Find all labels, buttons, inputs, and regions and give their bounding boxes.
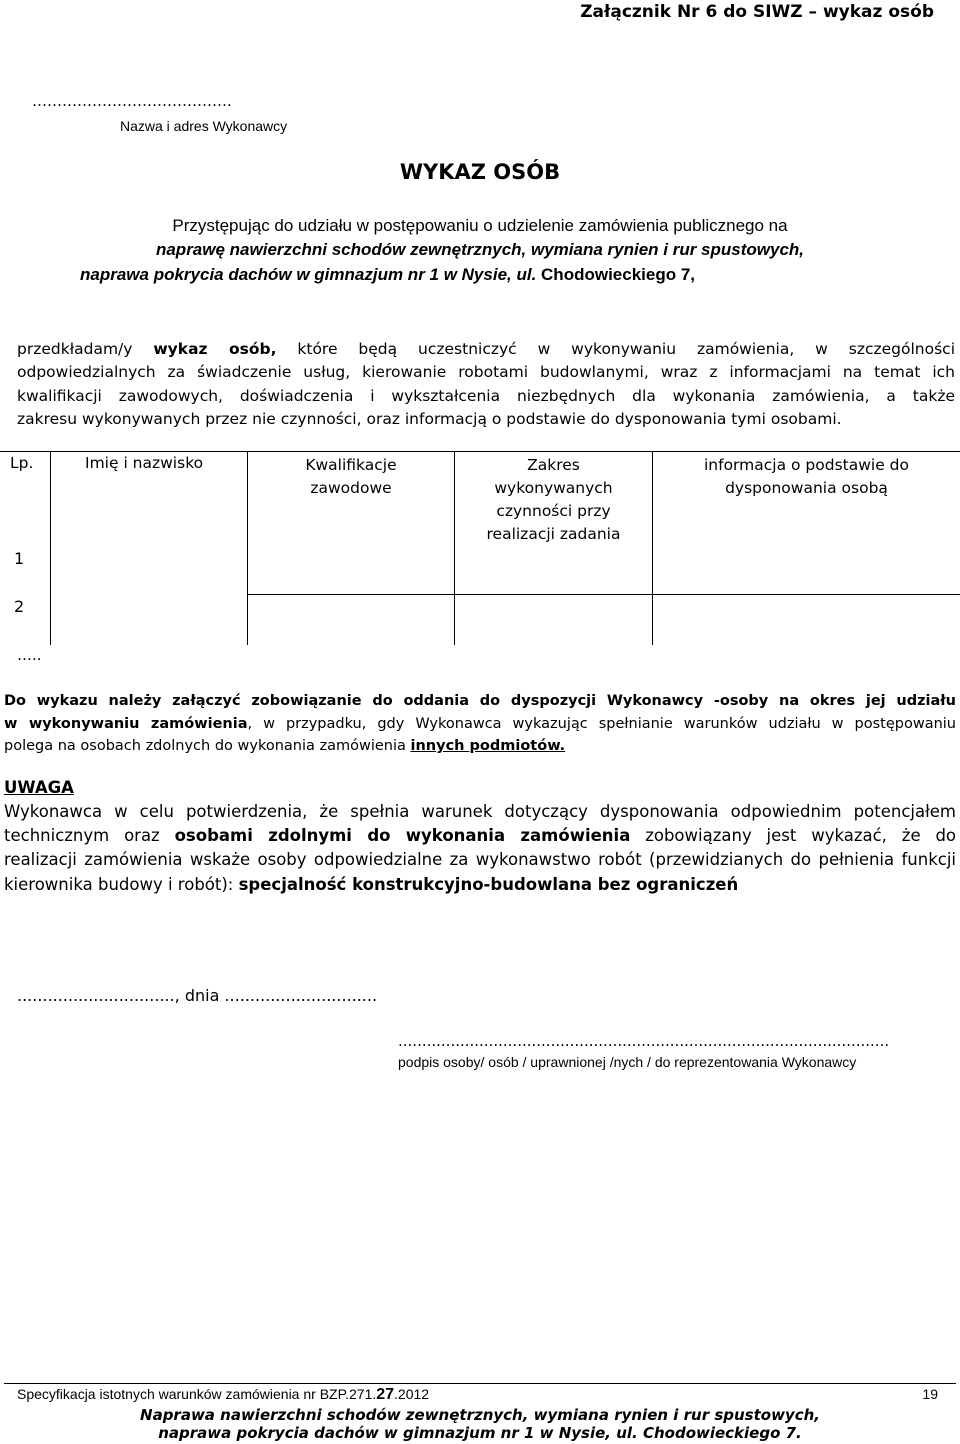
intro-line-3-italic: naprawa pokrycia dachów w gimnazjum nr 1 w Nysie, ul. [80, 265, 537, 284]
paragraph-text: które będą uczestniczyć w wykonywaniu zamówienia, w szczególności [297, 340, 956, 358]
paragraph-line-2: odpowiedzialnych za świadczenie usług, kierowanie robotami budowlanymi, wraz z informacjami na temat ich [17, 363, 955, 382]
page-number: 19 [922, 1386, 938, 1402]
warning-body [4, 800, 956, 897]
document-title: WYKAZ OSÓB [399, 160, 561, 184]
table-continuation: ….. [17, 646, 42, 664]
table-divider [50, 451, 51, 645]
footer-divider [4, 1383, 956, 1384]
intro-line-2: naprawę nawierzchni schodów zewnętrznych, wymiana rynien i rur spustowych, [155, 240, 805, 259]
table-divider [0, 451, 960, 452]
footer-line-1: Naprawa nawierzchni schodów zewnętrznych, wymiana rynien i rur spustowych, [140, 1406, 820, 1424]
intro-line-3 [80, 265, 695, 285]
signature-caption: podpis osoby/ osób / uprawnionej /nych / do reprezentowania Wykonawcy [398, 1054, 857, 1070]
footer-line-2: naprawa pokrycia dachów w gimnazjum nr 1 w Nysie, ul. Chodowieckiego 7. [158, 1424, 802, 1442]
contractor-label: Nazwa i adres Wykonawcy [120, 118, 288, 134]
attachment-note [4, 690, 956, 758]
header-text: informacja o podstawie do [703, 456, 909, 474]
note-text: polega na osobach zdolnych do wykonania zamówienia [4, 738, 411, 754]
contractor-dots: …………………………………. [32, 92, 232, 110]
note-text: , w przypadku, gdy Wykonawca wykazując spełnianie warunków udziału w postępowaniu [247, 715, 956, 732]
paragraph-text: przedkładam/y [17, 340, 133, 358]
declaration-paragraph [17, 338, 955, 431]
header-text: Kwalifikacje [305, 456, 397, 474]
footer-text: .2012 [394, 1386, 430, 1402]
paragraph-bold: wykaz osób, [153, 340, 277, 358]
intro-line-1: Przystępując do udziału w postępowaniu o udzielenie zamówienia publicznego na [172, 216, 788, 235]
header-text: Zakres [527, 456, 580, 474]
warning-line-1: Wykonawca w celu potwierdzenia, że spełnia warunek dotyczący dysponowania odpowiednim potencjałem [4, 802, 956, 821]
note-line-2 [4, 713, 956, 736]
header-text: realizacji zadania [486, 525, 621, 543]
intro-line-3-tail: Chodowieckiego 7, [541, 265, 696, 284]
warning-text: zobowiązany jest wykazać, że do [645, 826, 957, 846]
row-number-1: 1 [14, 549, 25, 568]
note-bold: w wykonywaniu zamówienia [4, 715, 248, 732]
note-line-1 [4, 690, 956, 713]
place-date-line: ..............................., dnia .............................. [17, 986, 378, 1005]
warning-title: UWAGA [4, 778, 74, 797]
header-text: wykonywanych [494, 479, 613, 497]
note-underlined: innych podmiotów. [410, 738, 566, 754]
header-text: dysponowania osobą [725, 479, 888, 497]
footer-bold: 27 [376, 1386, 395, 1403]
header-text: zawodowe [310, 479, 392, 497]
warning-line-4 [4, 873, 956, 897]
row-number-2: 2 [14, 597, 25, 616]
header-name: Imię i nazwisko [85, 454, 204, 472]
table-divider [247, 594, 960, 595]
paragraph-line-3: kwalifikacji zawodowych, doświadczenia i wykształcenia niezbędnych dla wykonania zamówienia, a także [17, 386, 955, 405]
paragraph-line-1 [17, 338, 955, 361]
header-scope [455, 454, 652, 546]
paragraph-line-4: zakresu wykonywanych przez nie czynności, oraz informacją o podstawie do dysponowania tymi osobami. [17, 409, 842, 428]
header-info [653, 454, 960, 500]
warning-bold: specjalność konstrukcyjno-budowlana bez ograniczeń [238, 874, 739, 894]
footer-specification [17, 1386, 429, 1404]
header-qualifications [248, 454, 454, 500]
header-lp: Lp. [10, 454, 34, 472]
document-header: Załącznik Nr 6 do SIWZ – wykaz osób [580, 2, 934, 22]
warning-text: technicznym oraz [4, 826, 160, 846]
warning-bold: osobami zdolnymi do wykonania zamówienia [174, 826, 631, 846]
warning-line-3: realizacji zamówienia wskaże osoby odpowiedzialne za wykonawstwo robót (przewidzianych do pełnienia funkcji [4, 850, 956, 870]
footer-text: Specyfikacja istotnych warunków zamówienia nr BZP.271. [17, 1386, 377, 1402]
note-line-3 [4, 735, 956, 758]
header-text: czynności przy [496, 502, 611, 520]
warning-text: kierownika budowy i robót): [4, 874, 234, 894]
note-bold: Do wykazu należy załączyć zobowiązanie do oddania do dyspozycji Wykonawcy -osoby na okres jej udziału [4, 693, 956, 709]
warning-line-2 [4, 824, 956, 848]
signature-dots: ....................................................................................................... [398, 1032, 890, 1050]
